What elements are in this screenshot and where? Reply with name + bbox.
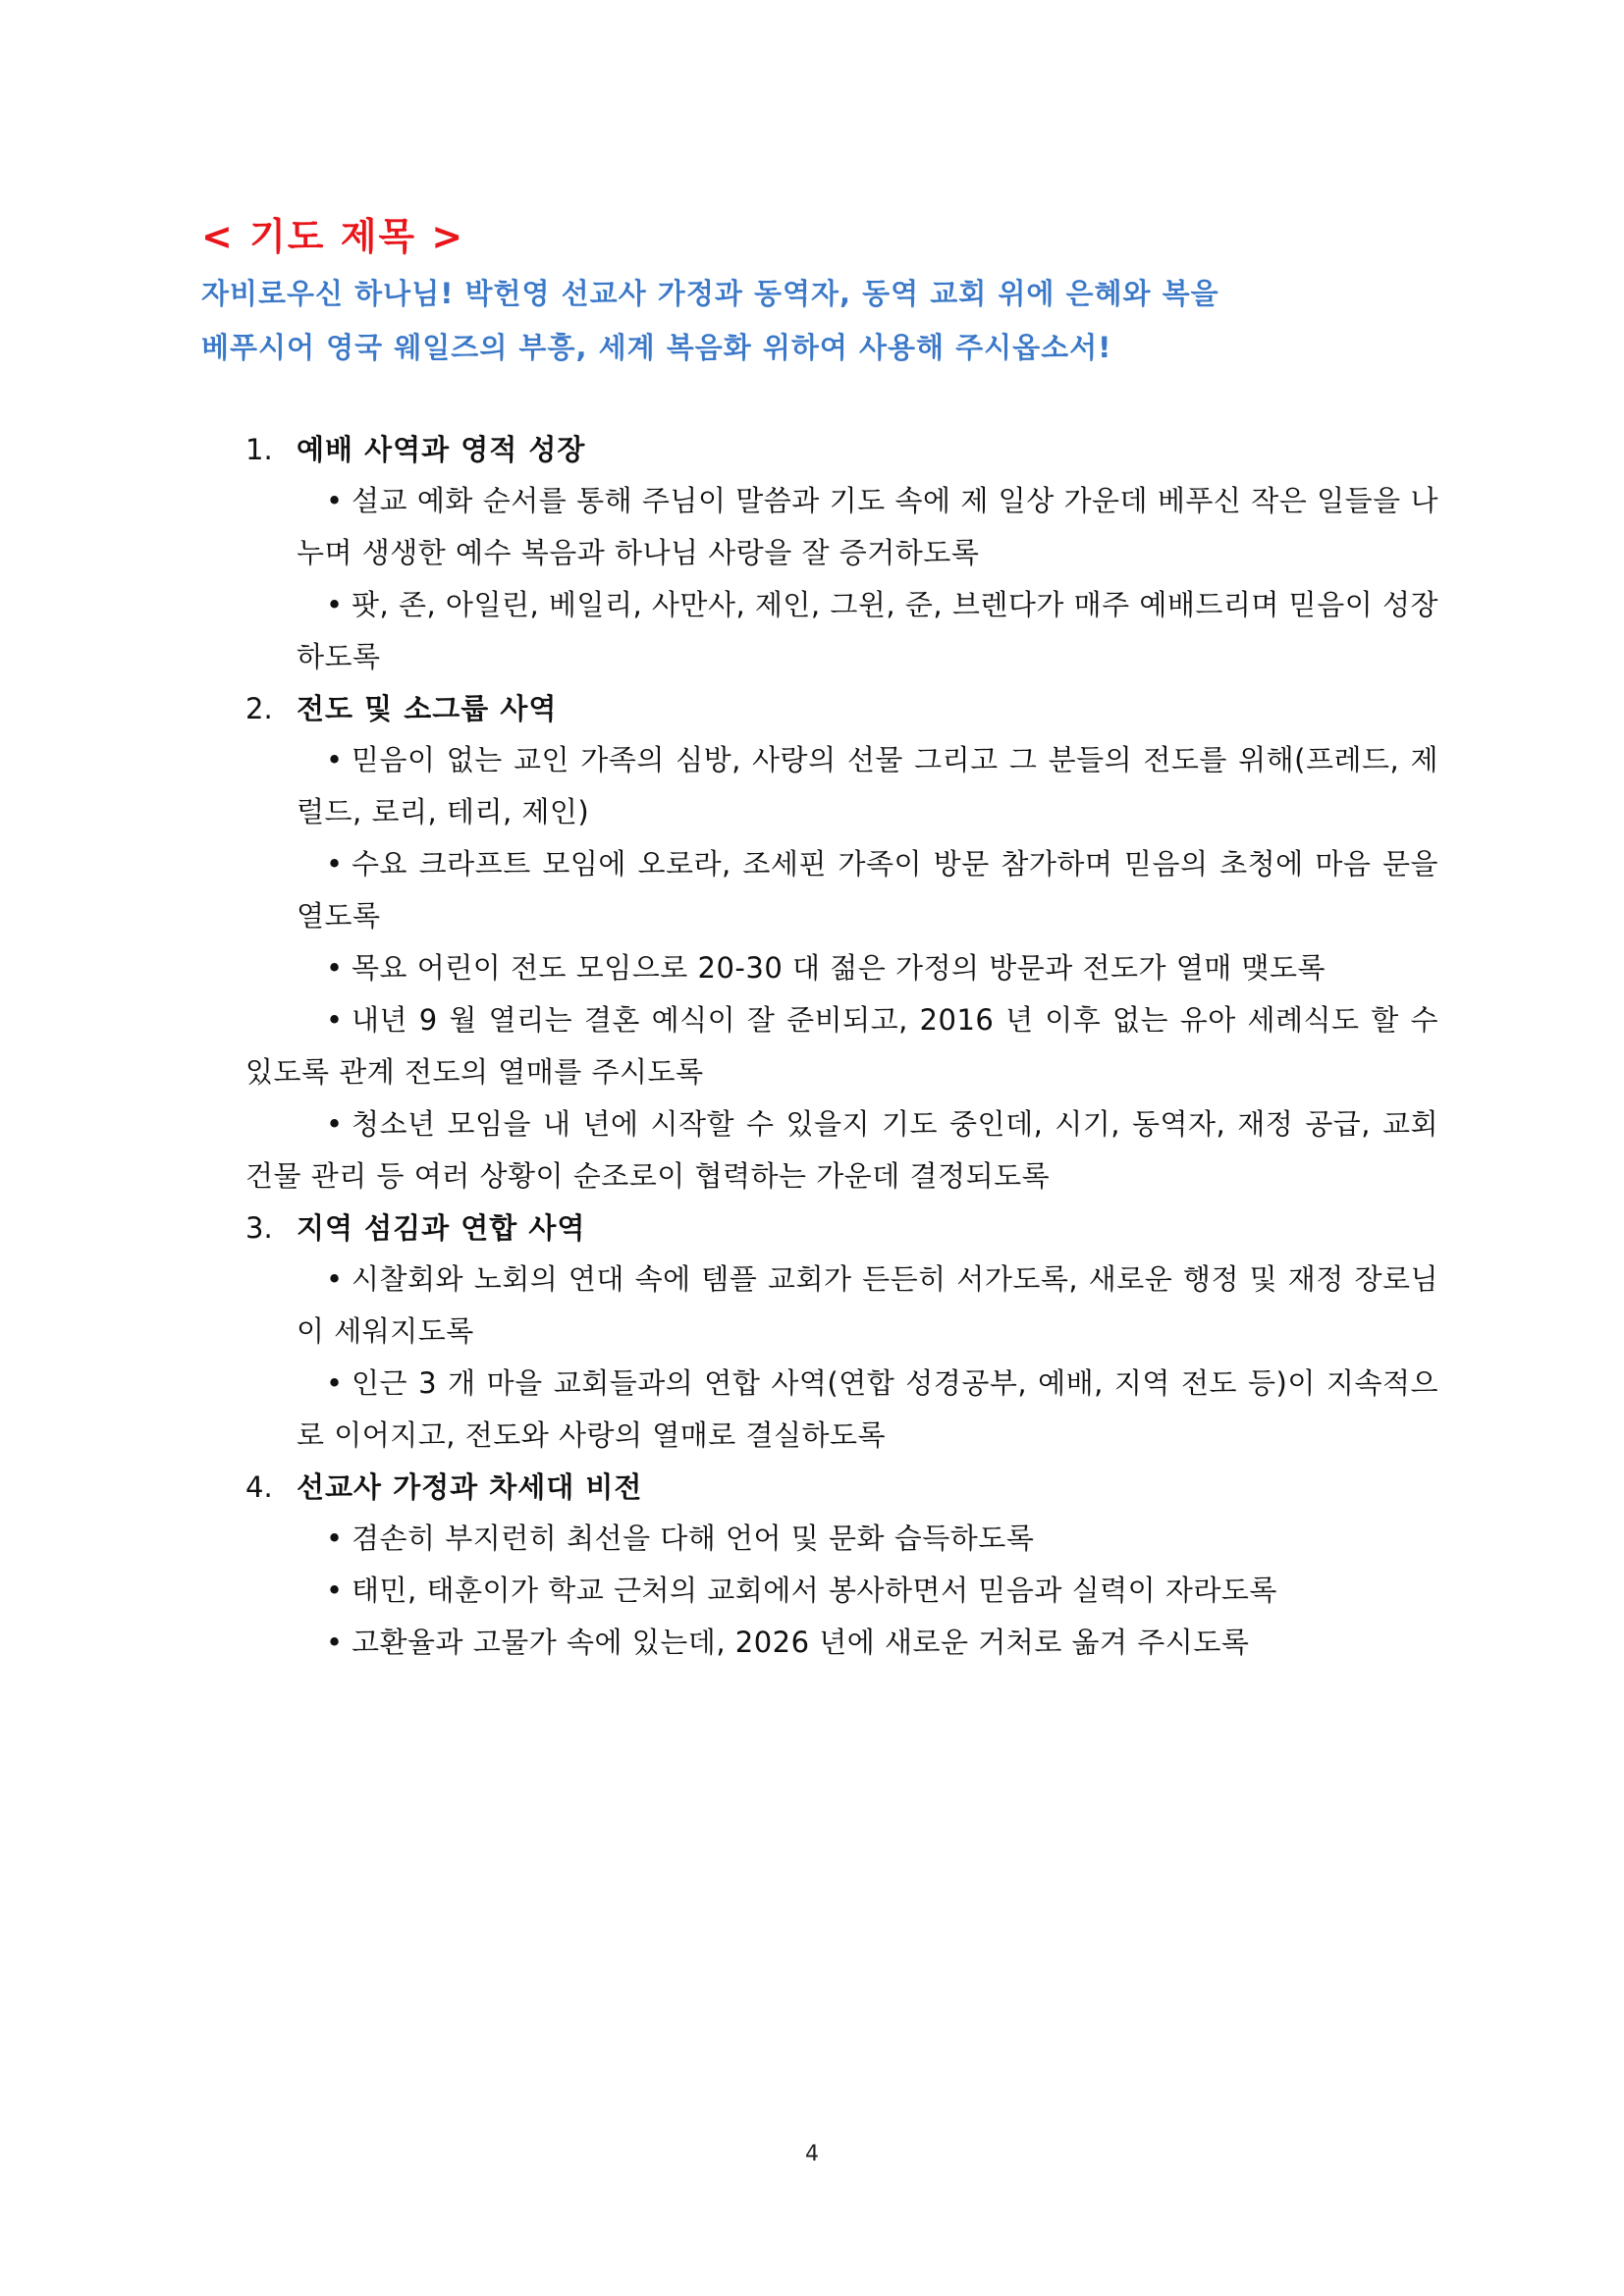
section-missionary-family (245, 1462, 1438, 1669)
list-item-text: 믿음이 없는 교인 가족의 심방, 사랑의 선물 그리고 그 분들의 전도를 위해(프레드, 제럴드, 로리, 테리, 제인) (297, 743, 1438, 828)
section-heading (245, 424, 1438, 475)
bullet-icon: • (326, 484, 344, 517)
list-item (245, 942, 1438, 994)
list-item-text: 목요 어린이 전도 모임으로 20-30 대 젊은 가정의 방문과 전도가 열매 맺도록 (352, 951, 1326, 985)
section-worship (245, 424, 1438, 683)
bullet-icon: • (326, 1626, 344, 1659)
bullet-icon: • (326, 847, 344, 881)
list-item-text: 팟, 존, 아일린, 베일리, 사만사, 제인, 그윈, 준, 브렌다가 매주 예배드리며 믿음이 성장하도록 (297, 588, 1438, 673)
list-item (245, 1617, 1438, 1669)
bullet-icon: • (326, 588, 344, 621)
list-item-text: 설교 예화 순서를 통해 주님이 말씀과 기도 속에 제 일상 가운데 베푸신 작은 일들을 나누며 생생한 예수 복음과 하나님 사랑을 잘 증거하도록 (297, 484, 1438, 569)
section-title: 지역 섬김과 연합 사역 (297, 1211, 586, 1245)
list-item-text: 내년 9 월 열리는 결혼 예식이 잘 준비되고, 2016 년 이후 없는 유아 세례식도 할 수 있도록 관계 전도의 열매를 주시도록 (245, 1003, 1438, 1089)
bullet-icon: • (326, 1522, 344, 1555)
page-title: < 기도 제목 > (201, 215, 465, 258)
list-item (245, 838, 1438, 942)
bullet-icon: • (326, 1574, 344, 1607)
section-evangelism (245, 683, 1438, 1202)
bullet-icon: • (326, 743, 344, 776)
list-item (245, 1098, 1438, 1202)
section-heading (245, 1202, 1438, 1254)
list-item (245, 1358, 1438, 1462)
list-item-text: 겸손히 부지런히 최선을 다해 언어 및 문화 습득하도록 (352, 1522, 1035, 1555)
bullet-icon: • (326, 1366, 344, 1400)
bullet-icon: • (326, 1107, 344, 1141)
list-item-text: 인근 3 개 마을 교회들과의 연합 사역(연합 성경공부, 예배, 지역 전도 등)이 지속적으로 이어지고, 전도와 사랑의 열매로 결실하도록 (297, 1366, 1438, 1452)
intro-line-1: 자비로우신 하나님! 박헌영 선교사 가정과 동역자, 동역 교회 위에 은혜와 복을 (201, 277, 1219, 310)
bullet-icon: • (326, 1262, 344, 1296)
bullet-icon: • (326, 951, 344, 985)
list-item (245, 475, 1438, 579)
section-heading (245, 1462, 1438, 1513)
list-item-text: 수요 크라프트 모임에 오로라, 조세핀 가족이 방문 참가하며 믿음의 초청에 마음 문을 열도록 (297, 847, 1438, 933)
list-item-text: 고환율과 고물가 속에 있는데, 2026 년에 새로운 거처로 옮겨 주시도록 (352, 1626, 1250, 1659)
section-number: 2. (245, 692, 273, 725)
list-item-text: 시찰회와 노회의 연대 속에 템플 교회가 든든히 서가도록, 새로운 행정 및 재정 장로님이 세워지도록 (297, 1262, 1438, 1348)
section-number: 1. (245, 433, 273, 466)
section-community (245, 1202, 1438, 1462)
list-item (245, 734, 1438, 838)
list-item-text: 태민, 태훈이가 학교 근처의 교회에서 봉사하면서 믿음과 실력이 자라도록 (352, 1574, 1277, 1607)
list-item (245, 579, 1438, 683)
section-number: 3. (245, 1211, 273, 1245)
section-heading (245, 683, 1438, 734)
list-item (245, 1565, 1438, 1617)
prayer-sections (245, 424, 1438, 1669)
list-item (245, 1254, 1438, 1358)
section-title: 선교사 가정과 차세대 비전 (297, 1470, 643, 1504)
intro-line-2: 베푸시어 영국 웨일즈의 부흥, 세계 복음화 위하여 사용해 주시옵소서! (201, 331, 1112, 364)
list-item-text: 청소년 모임을 내 년에 시작할 수 있을지 기도 중인데, 시기, 동역자, 재정 공급, 교회 건물 관리 등 여러 상황이 순조로이 협력하는 가운데 결정되도록 (245, 1107, 1438, 1193)
bullet-icon: • (326, 1003, 344, 1037)
list-item (245, 1513, 1438, 1565)
list-item (245, 994, 1438, 1098)
section-title: 예배 사역과 영적 성장 (297, 433, 586, 466)
page-number: 4 (805, 2142, 819, 2166)
section-number: 4. (245, 1470, 273, 1504)
section-title: 전도 및 소그룹 사역 (297, 692, 558, 725)
